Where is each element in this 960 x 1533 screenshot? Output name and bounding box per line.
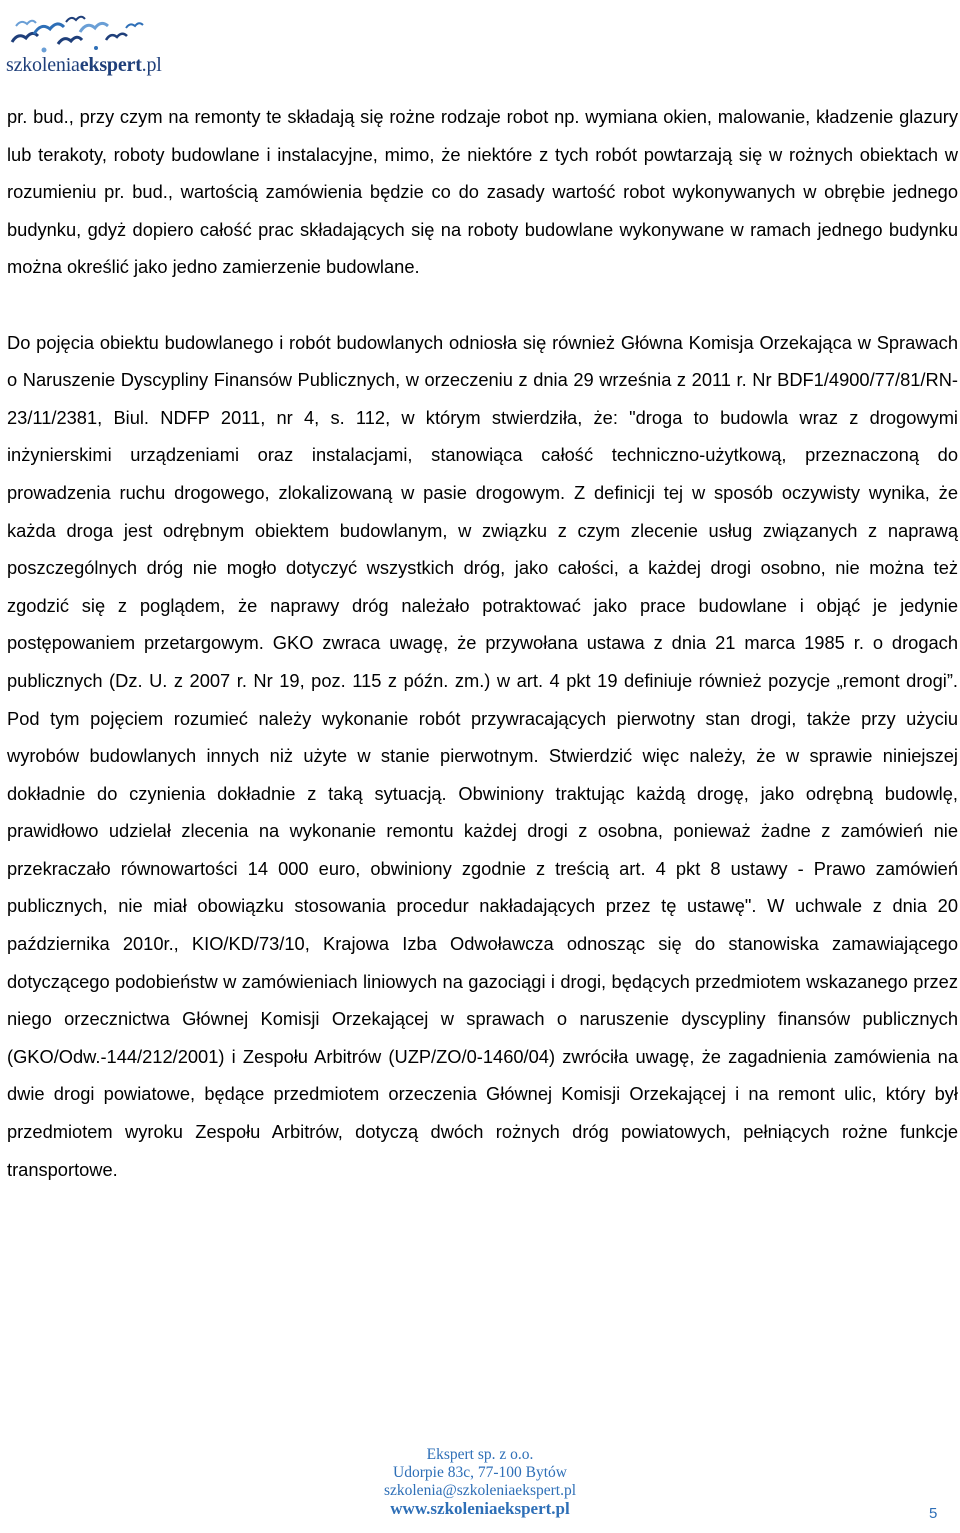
document-body xyxy=(7,98,958,1188)
birds-logo-icon xyxy=(4,4,154,60)
footer-company: Ekspert sp. z o.o. xyxy=(426,1446,534,1463)
logo-text-part1: szkolenia xyxy=(6,54,80,76)
company-logo xyxy=(4,4,194,84)
logo-text-part2: ekspert xyxy=(79,54,142,76)
footer-address: Udorpie 83c, 77-100 Bytów xyxy=(393,1464,567,1481)
paragraph-1: pr. bud., przy czym na remonty te składają się rożne rodzaje robot np. wymiana okien, malowanie, kładzenie glazury lub terakoty, roboty budowlane i instalacyjne, mimo, że niektóre z tych robót powtarzają się w rożnych obiektach w rozumieniu pr. bud., wartością zamówienia będzie co do zasady wartość robot wykonywanych w obrębie jednego budynku, gdyż dopiero całość prac składających się na roboty budowlane wykonywane w ramach jednego budynku można określić jako jedno zamierzenie budowlane. xyxy=(7,106,958,278)
logo-text-part3: .pl xyxy=(141,54,162,76)
footer-website-link[interactable]: www.szkoleniaekspert.pl xyxy=(390,1499,570,1518)
paragraph-2: Do pojęcia obiektu budowlanego i robót budowlanych odniosła się również Główna Komisja Orzekająca w Sprawach o Naruszenie Dyscypliny Finansów Publicznych, w orzeczeniu z dnia 29 września z 2011 r. Nr BDF1/4900/77/81/RN-23/11/2381, Biul. NDFP 2011, nr 4, s. 112, w którym stwierdziła, że: "droga to budowla wraz z drogowymi inżynierskimi urządzeniami oraz instalacjami, stanowiąca całość techniczno-użytkową, przeznaczoną do prowadzenia ruchu drogowego, zlokalizowaną w pasie drogowym. Z definicji tej w sposób oczywisty wynika, że każda droga jest odrębnym obiektem budowlanym, w związku z czym zlecenie usług związanych z naprawą poszczególnych dróg nie mogło dotyczyć wszystkich dróg, jako całości, a każdej drogi osobno, nie można też zgodzić się z poglądem, że naprawy dróg należało potraktować jako prace budowlane i objąć je jedynie postępowaniem przetargowym. GKO zwraca uwagę, że przywołana ustawa z dnia 21 marca 1985 r. o drogach publicznych (Dz. U. z 2007 r. Nr 19, poz. 115 z późn. zm.) w art. 4 pkt 19 definiuje również pozycje „remont drogi”. Pod tym pojęciem rozumieć należy wykonanie robót przywracających pierwotny stan drogi, także przy użyciu wyrobów budowlanych innych niż użyte w stanie pierwotnym. Stwierdzić więc należy, że w sprawie niniejszej dokładnie do czynienia dokładnie z taką sytuacją. Obwiniony traktując każdą drogę, jako odrębną budowlę, prawidłowo udzielał zlecenia na wykonanie remontu każdej drogi z osobna, ponieważ żadne z zamówień nie przekraczało równowartości 14 000 euro, obwiniony zgodnie z treścią art. 4 pkt 8 ustawy - Prawo zamówień publicznych, nie miał obowiązku stosowania procedur nakładających przez tę ustawę". W uchwale z dnia 20 października 2010r., KIO/KD/73/10, Krajowa Izba Odwoławcza odnosząc się do stanowiska zamawiającego dotyczącego podobieństw w zamówieniach liniowych na gazociągi i drogi, będących przedmiotem wskazanego przez niego orzecznictwa Głównej Komisji Orzekającej w sprawach o naruszenie dyscypliny finansów publicznych (GKO/Odw.-144/212/2001) i Zespołu Arbitrów (UZP/ZO/0-1460/04) zwróciła uwagę, że zagadnienia zamówienia na dwie drogi powiatowe, będące przedmiotem orzeczenia Głównej Komisji Orzekającej i na remont ulic, który był przedmiotem wyroku Zespołu Arbitrów, dotyczą dwóch rożnych dróg powiatowych, pełniących rożne funkcje transportowe. xyxy=(7,331,958,1180)
logo-wordmark xyxy=(6,54,162,77)
footer-email[interactable]: szkolenia@szkoleniaekspert.pl xyxy=(383,1482,577,1499)
page-number: 5 xyxy=(929,1505,938,1522)
page-footer xyxy=(330,1446,630,1518)
